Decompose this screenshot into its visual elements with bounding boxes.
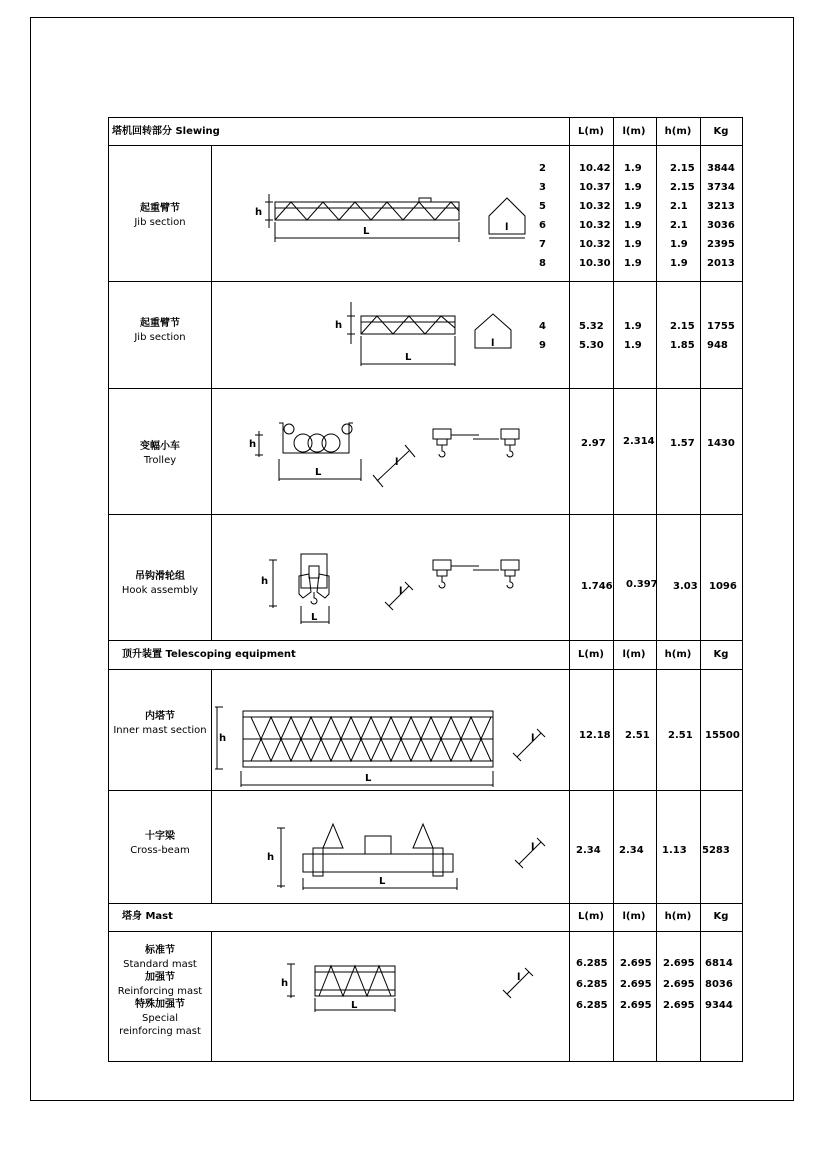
L-values xyxy=(576,953,608,1016)
dim-label: h xyxy=(281,978,289,989)
name-cn: 特殊加强节 xyxy=(135,999,185,1010)
L-value: 5.32 xyxy=(579,321,604,332)
header-L: L(m) xyxy=(578,911,604,922)
hook-assembly-drawing xyxy=(259,548,529,638)
kg-value: 3844 xyxy=(707,163,735,174)
L-value: 12.18 xyxy=(579,730,611,741)
kg-value: 3213 xyxy=(707,201,735,212)
section-title-telescoping: 顶升装置 Telescoping equipment xyxy=(122,649,296,660)
dim-label: h xyxy=(249,439,257,450)
header-l: l(m) xyxy=(622,126,646,137)
L-value: 6.285 xyxy=(576,1000,608,1011)
name-en: Trolley xyxy=(143,455,177,466)
h-value: 3.03 xyxy=(673,581,698,592)
header-h: h(m) xyxy=(664,911,692,922)
kg-value: 5283 xyxy=(702,845,730,856)
id: 9 xyxy=(539,340,546,351)
row-divider xyxy=(109,514,742,515)
l-value: 1.9 xyxy=(624,220,642,231)
kg-value: 3734 xyxy=(707,182,735,193)
header-kg: Kg xyxy=(713,649,729,660)
row-name xyxy=(109,570,211,598)
col-divider xyxy=(569,118,570,1061)
l-value: 0.397 xyxy=(626,579,658,590)
l-value: 1.9 xyxy=(624,321,642,332)
name-en: Hook assembly xyxy=(121,585,199,596)
header-h: h(m) xyxy=(664,126,692,137)
h-value: 1.9 xyxy=(670,258,688,269)
col-divider xyxy=(211,931,212,1061)
h-value: 2.15 xyxy=(670,321,695,332)
l-values xyxy=(624,159,642,273)
kg-value: 1430 xyxy=(707,438,735,449)
h-value: 2.15 xyxy=(670,163,695,174)
L-value: 10.42 xyxy=(579,163,611,174)
h-value: 2.695 xyxy=(663,979,695,990)
row-divider xyxy=(109,640,742,641)
header-h: h(m) xyxy=(664,649,692,660)
kg-value: 9344 xyxy=(705,1000,733,1011)
id: 6 xyxy=(539,220,546,231)
kg-value: 2013 xyxy=(707,258,735,269)
name-cn: 标准节 xyxy=(145,945,175,956)
components-table xyxy=(108,117,743,1062)
dim-label: L xyxy=(379,876,386,887)
kg-values xyxy=(705,953,733,1016)
row-divider xyxy=(109,145,742,146)
L-values xyxy=(579,159,611,273)
row-name xyxy=(109,830,211,858)
kg-value: 1755 xyxy=(707,321,735,332)
row-divider xyxy=(109,903,742,904)
h-value: 2.695 xyxy=(663,1000,695,1011)
L-value: 10.32 xyxy=(579,239,611,250)
name-cn: 内塔节 xyxy=(145,711,175,722)
L-value: 2.34 xyxy=(576,845,601,856)
row-name xyxy=(109,317,211,345)
id: 4 xyxy=(539,321,546,332)
name-cn: 十字梁 xyxy=(145,831,175,842)
kg-values xyxy=(707,159,735,273)
L-value: 10.37 xyxy=(579,182,611,193)
h-value: 2.15 xyxy=(670,182,695,193)
h-value: 2.695 xyxy=(663,958,695,969)
l-value: 1.9 xyxy=(624,258,642,269)
l-value: 1.9 xyxy=(624,340,642,351)
name-cn: 起重臂节 xyxy=(140,203,180,214)
dim-label: L xyxy=(351,1000,358,1011)
header-L: L(m) xyxy=(578,126,604,137)
dim-label: l xyxy=(531,842,535,853)
header-kg: Kg xyxy=(713,911,729,922)
kg-value: 3036 xyxy=(707,220,735,231)
l-value: 2.695 xyxy=(620,1000,652,1011)
row-divider xyxy=(109,669,742,670)
name-en: Cross-beam xyxy=(130,845,190,856)
row-name xyxy=(109,944,211,1039)
header-kg: Kg xyxy=(713,126,729,137)
col-divider xyxy=(700,118,701,1061)
l-values xyxy=(624,317,642,355)
l-value: 2.34 xyxy=(619,845,644,856)
jib-section-short-drawing xyxy=(329,298,549,378)
dim-label: h xyxy=(267,852,275,863)
dim-label: l xyxy=(395,457,399,468)
dim-label: L xyxy=(405,352,412,363)
kg-value: 8036 xyxy=(705,979,733,990)
l-value: 2.695 xyxy=(620,958,652,969)
dim-label: L xyxy=(363,226,370,237)
h-value: 2.1 xyxy=(670,220,688,231)
id: 2 xyxy=(539,163,546,174)
name-en: Special xyxy=(141,1012,179,1024)
row-divider xyxy=(109,931,742,932)
kg-values xyxy=(707,317,735,355)
kg-value: 2395 xyxy=(707,239,735,250)
dim-label: L xyxy=(315,467,322,478)
dim-label: L xyxy=(311,612,318,623)
h-values xyxy=(663,953,695,1016)
h-values xyxy=(670,159,695,273)
l-value: 1.9 xyxy=(624,163,642,174)
l-value: 1.9 xyxy=(624,201,642,212)
dim-label: h xyxy=(261,576,269,587)
l-value: 2.314 xyxy=(623,436,655,447)
L-value: 10.32 xyxy=(579,220,611,231)
name-cn: 加强节 xyxy=(145,972,175,983)
h-value: 1.57 xyxy=(670,438,695,449)
name-en: Standard mast xyxy=(123,958,197,970)
L-value: 10.32 xyxy=(579,201,611,212)
name-cn: 起重臂节 xyxy=(140,318,180,329)
L-value: 6.285 xyxy=(576,958,608,969)
mast-section-drawing xyxy=(279,958,569,1018)
l-value: 1.9 xyxy=(624,182,642,193)
l-value: 1.9 xyxy=(624,239,642,250)
name-en: Inner mast section xyxy=(113,725,207,736)
L-value: 5.30 xyxy=(579,340,604,351)
dim-label: l xyxy=(531,733,535,744)
h-value: 2.1 xyxy=(670,201,688,212)
header-l: l(m) xyxy=(622,911,646,922)
name-en: Reinforcing mast xyxy=(117,985,203,997)
L-value: 1.746 xyxy=(581,581,613,592)
header-L: L(m) xyxy=(578,649,604,660)
section-title-slewing: 塔机回转部分 Slewing xyxy=(112,126,220,137)
h-value: 2.51 xyxy=(668,730,693,741)
l-value: 2.51 xyxy=(625,730,650,741)
inner-mast-drawing xyxy=(215,701,565,791)
dim-label: l xyxy=(491,338,495,349)
col-divider xyxy=(613,118,614,1061)
row-name xyxy=(109,710,211,738)
id: 7 xyxy=(539,239,546,250)
dim-label: l xyxy=(399,586,403,597)
h-value: 1.9 xyxy=(670,239,688,250)
h-value: 1.13 xyxy=(662,845,687,856)
L-value: 6.285 xyxy=(576,979,608,990)
row-name xyxy=(109,440,211,468)
col-divider xyxy=(211,669,212,903)
name-cn: 吊钩滑轮组 xyxy=(135,571,185,582)
dim-label: h xyxy=(255,207,263,218)
L-values xyxy=(579,317,604,355)
jib-section-drawing xyxy=(239,178,539,248)
l-value: 2.695 xyxy=(620,979,652,990)
name-en: Jib section xyxy=(134,332,186,343)
L-value: 2.97 xyxy=(581,438,606,449)
dim-label: l xyxy=(517,972,521,983)
h-values xyxy=(670,317,695,355)
id: 3 xyxy=(539,182,546,193)
cross-beam-drawing xyxy=(259,818,549,898)
l-values xyxy=(620,953,652,1016)
name-en: Jib section xyxy=(134,217,186,228)
header-l: l(m) xyxy=(622,649,646,660)
dim-label: h xyxy=(335,320,343,331)
col-divider xyxy=(211,145,212,640)
kg-value: 6814 xyxy=(705,958,733,969)
name-en: reinforcing mast xyxy=(119,1026,201,1037)
dim-label: h xyxy=(219,733,227,744)
name-cn: 变幅小车 xyxy=(140,441,180,452)
kg-value: 15500 xyxy=(705,730,740,741)
kg-value: 1096 xyxy=(709,581,737,592)
row-divider xyxy=(109,388,742,389)
dim-label: l xyxy=(505,222,509,233)
row-name xyxy=(109,202,211,230)
id: 8 xyxy=(539,258,546,269)
L-value: 10.30 xyxy=(579,258,611,269)
id: 5 xyxy=(539,201,546,212)
section-title-mast: 塔身 Mast xyxy=(122,911,173,922)
id-list xyxy=(539,159,546,273)
dim-label: L xyxy=(365,773,372,784)
kg-value: 948 xyxy=(707,340,728,351)
row-divider xyxy=(109,281,742,282)
trolley-drawing xyxy=(249,413,529,503)
h-value: 1.85 xyxy=(670,340,695,351)
